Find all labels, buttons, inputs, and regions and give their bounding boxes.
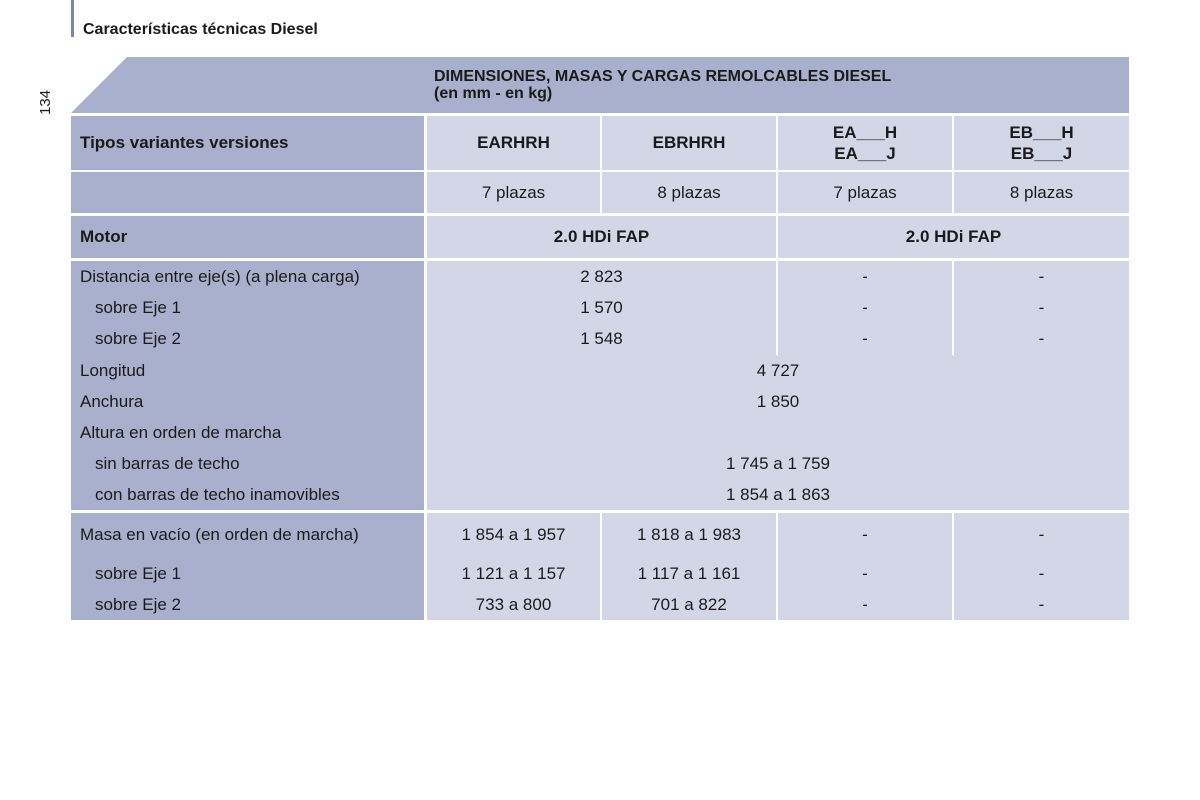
table-title-line2: (en mm - en kg) (434, 85, 553, 102)
wheelbase-value-3: - (862, 266, 868, 286)
mass-axle1-value-4: - (1038, 563, 1045, 583)
mass-empty-value-2: 1 818 a 1 983 (637, 524, 741, 544)
table-title-line1: DIMENSIONES, MASAS Y CARGAS REMOLCABLES DIESEL (434, 68, 892, 85)
version-seats-2: 8 plazas (602, 172, 776, 213)
mass-axle2-value-1: 733 a 800 (475, 594, 552, 614)
wheelbase-axle2-label: sobre Eje 2 (95, 329, 181, 348)
variants-label: Tipos variantes versiones (71, 116, 424, 170)
version-code-3-line2: EA___J (834, 144, 896, 163)
table-title (434, 68, 891, 102)
mass-axle2-value-2: 701 a 822 (651, 594, 727, 614)
mass-axle1-value-2: 1 117 a 1 161 (637, 563, 741, 583)
version-code-4-line2: EB___J (1010, 144, 1073, 163)
mass-column-3 (778, 513, 952, 620)
mass-axle1-value-3: - (862, 563, 868, 583)
mass-empty-label: Masa en vacío (en orden de marcha) (80, 524, 359, 544)
version-code-4-line1: EB___H (1009, 123, 1074, 142)
version-code-3-line1: EA___H (832, 123, 898, 142)
section-title: Características técnicas Diesel (83, 21, 318, 38)
wheelbase-value: 2 823 (580, 266, 623, 286)
page-number: 134 (37, 89, 55, 116)
wheelbase-value-4: - (1038, 266, 1045, 286)
mass-column-1 (427, 513, 600, 620)
mass-empty-value-3: - (862, 524, 868, 544)
motor-value-2: 2.0 HDi FAP (778, 216, 1129, 258)
length-value: 4 727 (756, 360, 800, 380)
version-seats-4: 8 plazas (954, 172, 1129, 213)
height-no-bars-label: sin barras de techo (95, 453, 240, 473)
wheelbase-axle1-label: sobre Eje 1 (95, 297, 181, 317)
variants-label-cont (71, 172, 424, 213)
wheelbase-axle2-value-4: - (1038, 329, 1045, 348)
wheelbase-axle1-value: 1 570 (580, 297, 623, 317)
length-label: Longitud (80, 360, 146, 380)
version-seats-3: 7 plazas (778, 172, 952, 213)
height-no-bars-value: 1 745 a 1 759 (726, 453, 830, 473)
mass-axle2-label: sobre Eje 2 (95, 594, 181, 614)
wheelbase-axle1-value-3: - (862, 297, 868, 317)
wheelbase-axle2-value-3: - (862, 329, 868, 348)
width-value: 1 850 (756, 391, 800, 411)
mass-column-4 (954, 513, 1129, 620)
height-label: Altura en orden de marcha (80, 422, 282, 442)
mass-label-column (71, 513, 424, 620)
version-seats-1: 7 plazas (427, 172, 600, 213)
motor-value-1: 2.0 HDi FAP (427, 216, 776, 258)
mass-axle1-label: sobre Eje 1 (95, 563, 181, 583)
mass-axle2-value-4: - (1038, 594, 1045, 614)
version-code-3 (778, 116, 952, 170)
mass-empty-value-4: - (1038, 524, 1045, 544)
version-code-1: EARHRH (427, 116, 600, 170)
mass-axle1-value-1: 1 121 a 1 157 (461, 563, 566, 583)
section-marker-bar (71, 0, 74, 37)
height-with-bars-value: 1 854 a 1 863 (726, 484, 830, 504)
dimensions-label-column (71, 261, 424, 510)
wheelbase-axle1-value-4: - (1038, 297, 1045, 317)
wheelbase-axle2-value: 1 548 (580, 329, 623, 348)
width-label: Anchura (80, 391, 144, 411)
version-code-4 (954, 116, 1129, 170)
motor-label: Motor (71, 216, 424, 258)
mass-empty-value-1: 1 854 a 1 957 (461, 524, 566, 544)
version-code-2: EBRHRH (602, 116, 776, 170)
mass-axle2-value-3: - (862, 594, 868, 614)
mass-column-2 (602, 513, 776, 620)
wheelbase-label: Distancia entre eje(s) (a plena carga) (80, 266, 360, 286)
height-with-bars-label: con barras de techo inamovibles (95, 484, 340, 504)
